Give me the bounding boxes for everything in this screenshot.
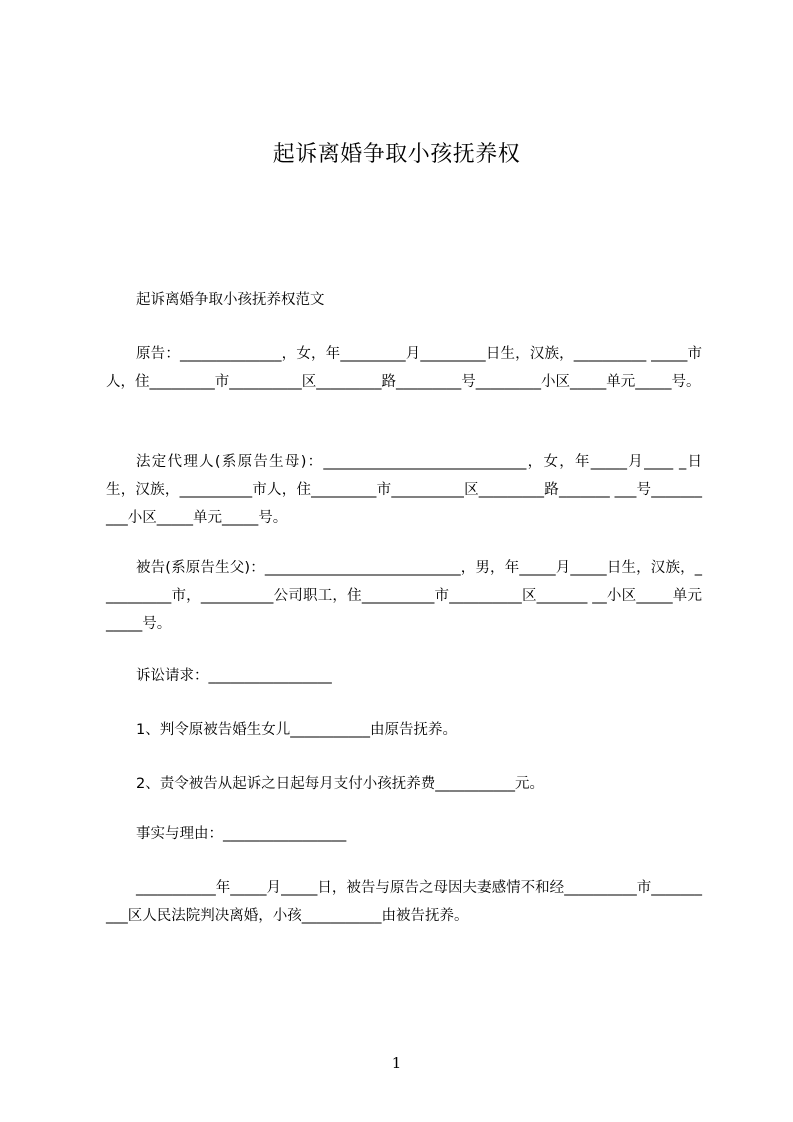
claim-1: 1、判令原被告婚生女儿___________由原告抚养。 <box>136 722 457 738</box>
document-title: 起诉离婚争取小孩抚养权 <box>272 142 521 167</box>
defendant-paragraph: 被告(系原告生父)：___________________________，男，年_____月_____日生，汉族，__________市，__________公司职工，住__________市__________区_______ __小区_____单元_____号。 <box>106 560 702 632</box>
facts-paragraph: ___________年_____月_____日，被告与原告之母因夫妻感情不和经__________市__________区人民法院判决离婚，小孩___________由被告抚养。 <box>106 880 702 924</box>
plaintiff-paragraph: 原告：______________，女，年_________月_________日生，汉族，__________ _____市人，住_________市__________区_________路_________号_________小区_____单元_____号。 <box>106 346 702 390</box>
page-number: 1 <box>391 1054 402 1072</box>
facts-heading: 事实与理由：_________________ <box>136 826 347 842</box>
claim-2: 2、责令被告从起诉之日起每月支付小孩抚养费___________元。 <box>136 776 544 792</box>
subtitle-paragraph: 起诉离婚争取小孩抚养权范文 <box>136 292 325 308</box>
legal-representative-paragraph: 法定代理人(系原告生母)：____________________________，女，年_____月____ _日生，汉族，__________市人，住_________市__________区_________路_______ ___号__________小区_____单元_____号。 <box>106 454 702 526</box>
claims-heading: 诉讼请求：_________________ <box>136 668 332 684</box>
